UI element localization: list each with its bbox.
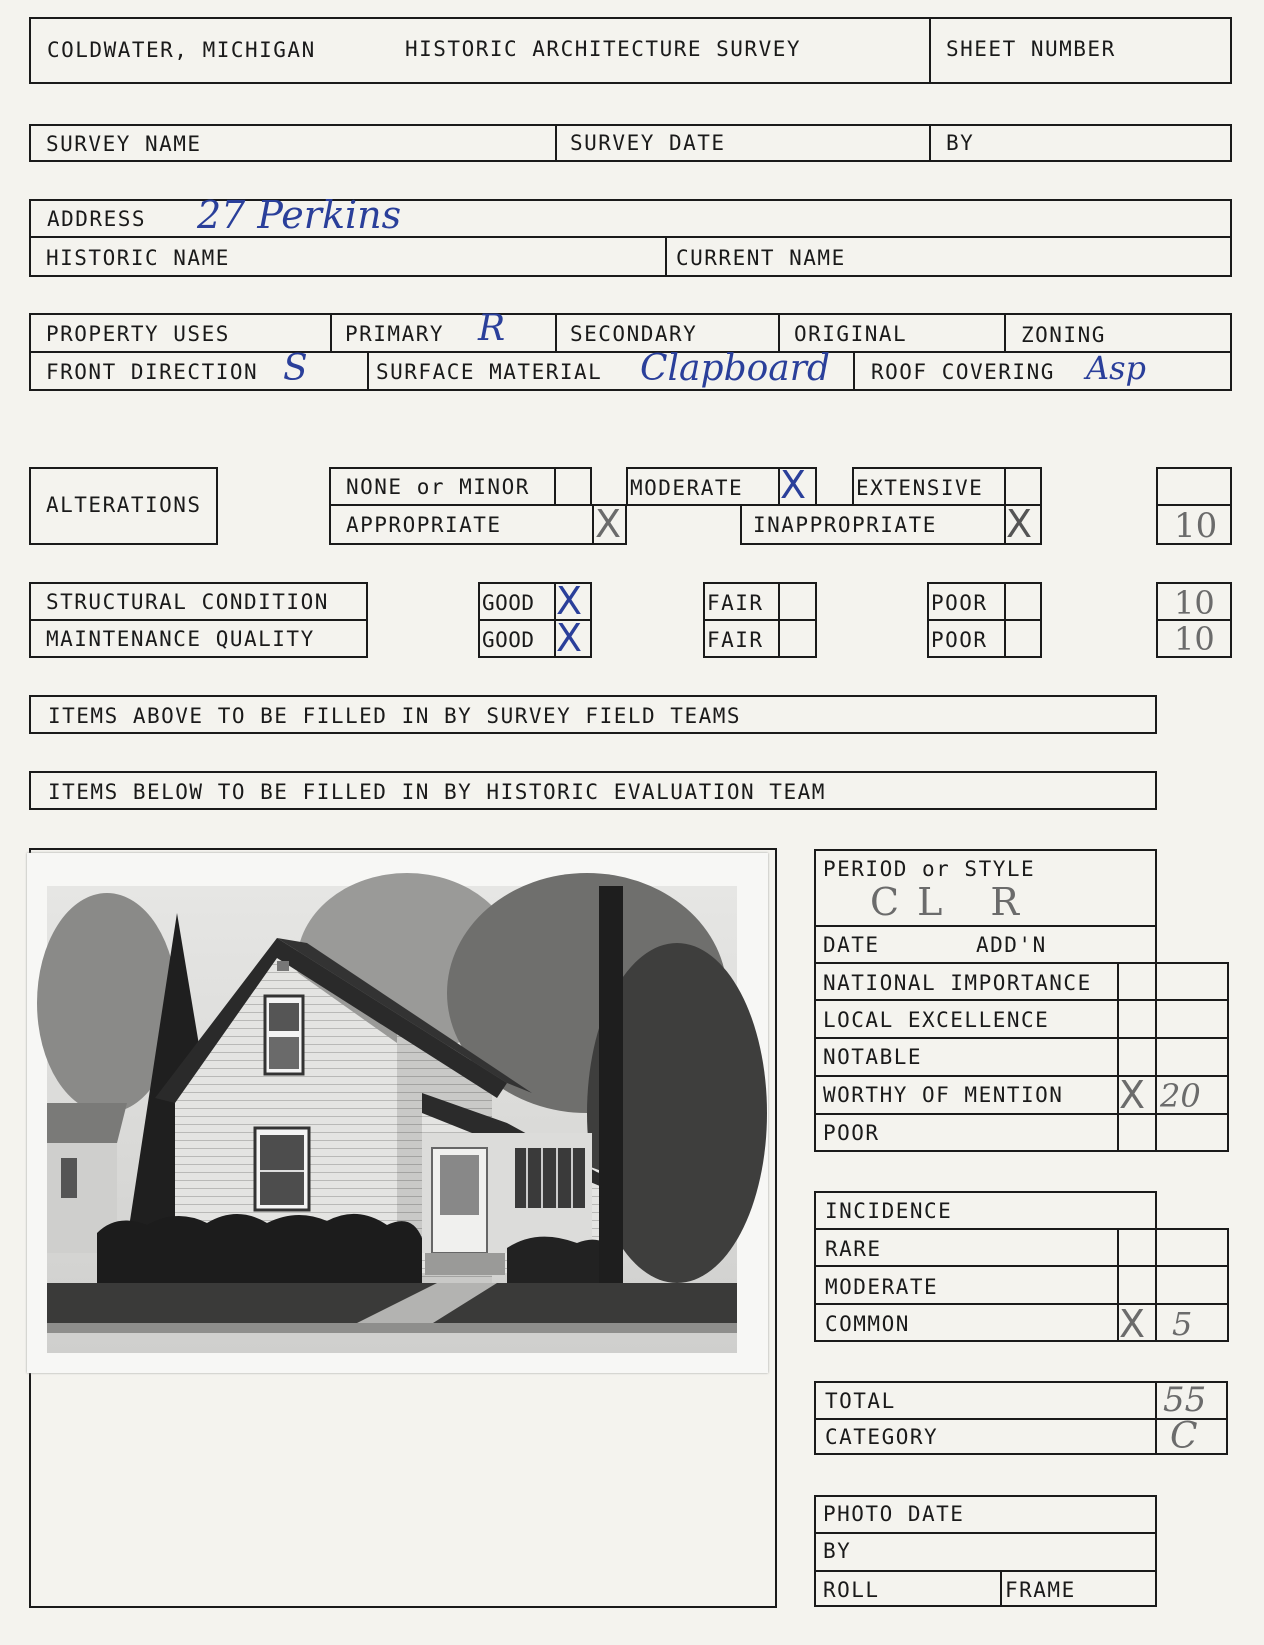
rare-label: RARE xyxy=(825,1237,882,1261)
incidence-line-moderate xyxy=(814,1265,1228,1267)
eval-line-date xyxy=(814,925,1157,927)
house-photo-image xyxy=(27,853,768,1373)
roll-label: ROLL xyxy=(823,1578,880,1602)
survey-divider-2 xyxy=(929,124,931,162)
original-label: ORIGINAL xyxy=(794,322,908,346)
address-value: 27 Perkins xyxy=(197,193,402,237)
front-direction-value: S xyxy=(283,348,308,389)
good-structural-label: GOOD xyxy=(482,591,535,615)
photo-info-line-2 xyxy=(814,1570,1157,1572)
category-value: C xyxy=(1170,1416,1198,1457)
poor-maintenance-label: POOR xyxy=(931,628,988,652)
maintenance-good-check: X xyxy=(556,616,583,660)
primary-label: PRIMARY xyxy=(345,322,445,346)
property-div-4 xyxy=(1004,313,1006,351)
historic-name-label: HISTORIC NAME xyxy=(46,246,230,270)
addn-label: ADD'N xyxy=(976,933,1047,957)
incidence-right-edge xyxy=(1227,1228,1229,1342)
national-importance-label: NATIONAL IMPORTANCE xyxy=(823,971,1092,995)
incidence-label: INCIDENCE xyxy=(825,1199,953,1223)
sheet-number-label: SHEET NUMBER xyxy=(946,37,1116,61)
eval-line-local xyxy=(814,999,1228,1001)
poor-line xyxy=(927,619,1042,621)
alterations-label: ALTERATIONS xyxy=(46,493,202,517)
none-minor-check-div xyxy=(554,467,556,506)
below-note: ITEMS BELOW TO BE FILLED IN BY HISTORIC EVALUATION TEAM xyxy=(48,780,826,804)
appropriate-check-mark: X xyxy=(595,502,622,546)
primary-value: R xyxy=(478,308,506,349)
property-div-2 xyxy=(555,313,557,351)
inappropriate-label: INAPPROPRIATE xyxy=(753,513,937,537)
eval-score-div xyxy=(1155,962,1157,1152)
period-label: PERIOD or STYLE xyxy=(823,857,1036,881)
moderate-label: MODERATE xyxy=(630,476,744,500)
structural-score: 10 xyxy=(1174,584,1215,622)
local-excellence-label: LOCAL EXCELLENCE xyxy=(823,1008,1050,1032)
surface-material-label: SURFACE MATERIAL xyxy=(376,360,603,384)
maintenance-score: 10 xyxy=(1174,620,1215,658)
extensive-check-div xyxy=(1004,467,1006,506)
incidence-score-div xyxy=(1155,1228,1157,1342)
maintenance-label: MAINTENANCE QUALITY xyxy=(46,627,315,651)
eval-line-bottom xyxy=(1117,1150,1228,1152)
extensive-label: EXTENSIVE xyxy=(856,476,984,500)
roof-covering-value: Asp xyxy=(1086,349,1147,387)
fair-structural-label: FAIR xyxy=(707,591,764,615)
period-value: CL R xyxy=(870,880,1037,924)
notable-label: NOTABLE xyxy=(823,1045,923,1069)
worthy-score: 20 xyxy=(1160,1077,1201,1115)
eval-poor-label: POOR xyxy=(823,1121,880,1145)
surface-material-value: Clapboard xyxy=(640,348,831,389)
survey-name-label: SURVEY NAME xyxy=(46,132,202,156)
condition-label-line xyxy=(29,619,368,621)
eval-right-edge xyxy=(1227,962,1229,1152)
roof-covering-label: ROOF COVERING xyxy=(871,360,1055,384)
front-direction-label: FRONT DIRECTION xyxy=(46,360,259,384)
survey-divider-1 xyxy=(555,124,557,162)
eval-check-div xyxy=(1117,962,1119,1152)
above-note: ITEMS ABOVE TO BE FILLED IN BY SURVEY FIELD TEAMS xyxy=(48,704,742,728)
appropriate-check-div xyxy=(592,504,594,545)
survey-title: HISTORIC ARCHITECTURE SURVEY xyxy=(405,37,802,61)
address-divider xyxy=(665,236,667,277)
header-divider xyxy=(929,17,931,84)
worthy-check-mark: X xyxy=(1119,1073,1146,1117)
common-label: COMMON xyxy=(825,1312,910,1336)
address-label: ADDRESS xyxy=(47,207,147,231)
total-value: 55 xyxy=(1163,1380,1207,1420)
photo-info-div xyxy=(1000,1570,1002,1607)
survey-by-label: BY xyxy=(946,131,975,155)
poor-check-div xyxy=(1004,582,1006,658)
alterations-score: 10 xyxy=(1174,506,1218,546)
property-uses-label: PROPERTY USES xyxy=(46,322,230,346)
poor-structural-label: POOR xyxy=(931,591,988,615)
incidence-line-rare xyxy=(814,1228,1228,1230)
inappropriate-check-mark: X xyxy=(1006,502,1033,546)
frame-label: FRAME xyxy=(1005,1578,1076,1602)
total-label: TOTAL xyxy=(825,1389,896,1413)
eval-line-notable xyxy=(814,1037,1228,1039)
current-name-label: CURRENT NAME xyxy=(676,246,846,270)
survey-date-label: SURVEY DATE xyxy=(570,131,726,155)
photo-date-label: PHOTO DATE xyxy=(823,1502,965,1526)
photo-info-line-1 xyxy=(814,1532,1157,1534)
total-score-div xyxy=(1155,1381,1157,1455)
moderate-check-mark: X xyxy=(780,463,807,507)
category-label: CATEGORY xyxy=(825,1425,939,1449)
fair-maintenance-label: FAIR xyxy=(707,628,764,652)
none-minor-label: NONE or MINOR xyxy=(346,475,530,499)
date-label: DATE xyxy=(823,933,880,957)
structural-good-check: X xyxy=(556,579,583,623)
eval-line-national xyxy=(814,962,1228,964)
property-row-line xyxy=(29,351,1232,353)
zoning-label: ZONING xyxy=(1021,323,1106,347)
good-maintenance-label: GOOD xyxy=(482,628,535,652)
common-check-mark: X xyxy=(1119,1302,1146,1346)
appropriate-label: APPROPRIATE xyxy=(346,513,502,537)
photo-by-label: BY xyxy=(823,1539,852,1563)
property-div-1 xyxy=(330,313,332,351)
fair-line xyxy=(703,619,817,621)
property-div-5 xyxy=(367,351,369,391)
incidence-line-common xyxy=(814,1303,1228,1305)
city-label: COLDWATER, MICHIGAN xyxy=(47,38,316,62)
property-div-3 xyxy=(778,313,780,351)
house-photo xyxy=(27,853,768,1373)
secondary-label: SECONDARY xyxy=(570,322,698,346)
structural-label: STRUCTURAL CONDITION xyxy=(46,590,329,614)
common-score: 5 xyxy=(1172,1305,1193,1343)
worthy-label: WORTHY OF MENTION xyxy=(823,1083,1064,1107)
incidence-moderate-label: MODERATE xyxy=(825,1275,939,1299)
fair-check-div xyxy=(778,582,780,658)
property-div-6 xyxy=(853,351,855,391)
